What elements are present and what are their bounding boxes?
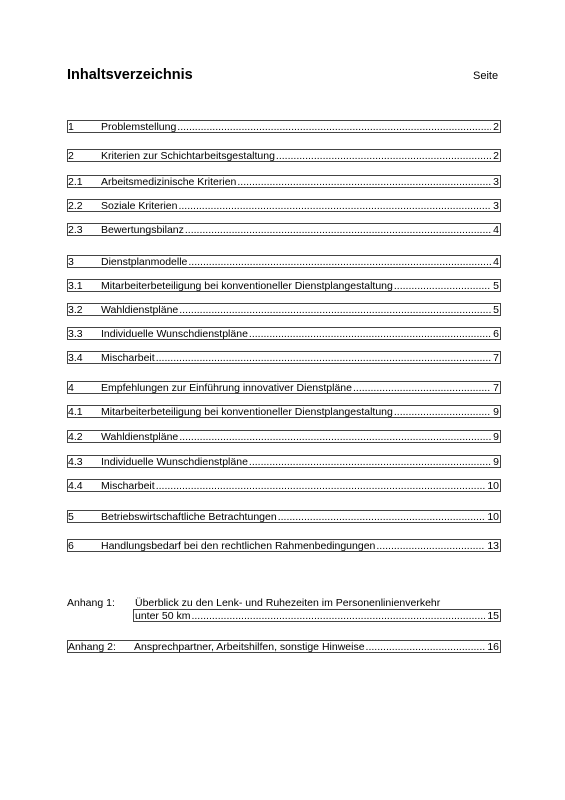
toc-entry-number: 3.2 bbox=[68, 304, 83, 316]
toc-entry[interactable] bbox=[67, 223, 501, 236]
toc-entry-label: Betriebswirtschaftliche Betrachtungen bbox=[101, 511, 277, 523]
toc-entry-page: 2 bbox=[493, 121, 499, 133]
toc-entry-label: Mischarbeit bbox=[101, 352, 155, 364]
toc-entry-number: 4.3 bbox=[68, 456, 83, 468]
toc-entry-label: Individuelle Wunschdienstpläne bbox=[101, 456, 248, 468]
toc-entry-page: 13 bbox=[487, 540, 499, 552]
toc-entry-page: 7 bbox=[493, 352, 499, 364]
toc-entry[interactable] bbox=[67, 510, 501, 523]
toc-leader-dots bbox=[353, 382, 491, 394]
toc-entry-page: 7 bbox=[493, 382, 499, 394]
toc-entry-number: 3.3 bbox=[68, 328, 83, 340]
toc-entry-label: Handlungsbedarf bei den rechtlichen Rahmenbedingungen bbox=[101, 540, 376, 552]
annex-label: Ansprechpartner, Arbeitshilfen, sonstige Hinweise bbox=[134, 641, 365, 653]
toc-entry-label: Wahldienstpläne bbox=[101, 304, 179, 316]
toc-entry[interactable] bbox=[67, 199, 501, 212]
toc-leader-dots bbox=[394, 406, 491, 418]
toc-entry-number: 1 bbox=[68, 121, 74, 133]
toc-entry[interactable] bbox=[67, 327, 501, 340]
toc-entry-page: 2 bbox=[493, 150, 499, 162]
toc-leader-dots bbox=[177, 121, 491, 133]
toc-entry-number: 3.1 bbox=[68, 280, 83, 292]
toc-entry[interactable] bbox=[67, 430, 501, 443]
toc-entry-page: 3 bbox=[493, 176, 499, 188]
annex-page: 15 bbox=[487, 610, 499, 622]
toc-entry-label: Arbeitsmedizinische Kriterien bbox=[101, 176, 237, 188]
toc-entry-page: 9 bbox=[493, 406, 499, 418]
toc-entry-label: Dienstplanmodelle bbox=[101, 256, 188, 268]
annex-number: Anhang 1: bbox=[67, 597, 115, 609]
toc-entry[interactable] bbox=[67, 255, 501, 268]
toc-entry-label: Mitarbeiterbeteiligung bei konventioneller Dienstplangestaltung bbox=[101, 406, 393, 418]
toc-leader-dots bbox=[178, 200, 491, 212]
toc-entry[interactable] bbox=[67, 455, 501, 468]
annex-label-line2: unter 50 km bbox=[135, 610, 191, 622]
toc-entry-number: 2.2 bbox=[68, 200, 83, 212]
toc-entry-number: 3 bbox=[68, 256, 74, 268]
toc-entry[interactable] bbox=[67, 279, 501, 292]
toc-entry-number: 4.1 bbox=[68, 406, 83, 418]
toc-entry[interactable] bbox=[67, 381, 501, 394]
toc-leader-dots bbox=[249, 456, 491, 468]
toc-leader-dots bbox=[394, 280, 491, 292]
annex-number: Anhang 2: bbox=[68, 641, 116, 653]
toc-entry-page: 5 bbox=[493, 304, 499, 316]
toc-entry-label: Individuelle Wunschdienstpläne bbox=[101, 328, 248, 340]
annex-page: 16 bbox=[487, 641, 499, 653]
toc-entry[interactable] bbox=[67, 149, 501, 162]
annex-entry[interactable] bbox=[67, 640, 501, 653]
toc-leader-dots bbox=[376, 540, 485, 552]
toc-leader-dots bbox=[179, 431, 491, 443]
toc-entry-page: 10 bbox=[487, 511, 499, 523]
toc-entry-number: 2.1 bbox=[68, 176, 83, 188]
toc-leader-dots bbox=[156, 480, 486, 492]
toc-entry[interactable] bbox=[67, 539, 501, 552]
toc-entry-page: 6 bbox=[493, 328, 499, 340]
toc-leader-dots bbox=[191, 610, 485, 622]
toc-entry-label: Kriterien zur Schichtarbeitsgestaltung bbox=[101, 150, 275, 162]
toc-leader-dots bbox=[237, 176, 491, 188]
toc-entry-label: Empfehlungen zur Einführung innovativer Dienstpläne bbox=[101, 382, 352, 394]
toc-entry-number: 2.3 bbox=[68, 224, 83, 236]
annex-entry[interactable] bbox=[133, 609, 501, 622]
toc-leader-dots bbox=[249, 328, 491, 340]
toc-leader-dots bbox=[278, 511, 486, 523]
toc-leader-dots bbox=[179, 304, 491, 316]
toc-entry-label: Mischarbeit bbox=[101, 480, 155, 492]
toc-entry-label: Wahldienstpläne bbox=[101, 431, 179, 443]
toc-leader-dots bbox=[366, 641, 486, 653]
toc-entry[interactable] bbox=[67, 351, 501, 364]
toc-entry-label: Problemstellung bbox=[101, 121, 177, 133]
toc-entry-page: 9 bbox=[493, 456, 499, 468]
toc-entry-number: 2 bbox=[68, 150, 74, 162]
page-column-label: Seite bbox=[473, 70, 499, 82]
toc-entry-page: 3 bbox=[493, 200, 499, 212]
annex-label-line1: Überblick zu den Lenk- und Ruhezeiten im Personenlinienverkehr bbox=[135, 597, 441, 609]
toc-entry-label: Mitarbeiterbeteiligung bei konventioneller Dienstplangestaltung bbox=[101, 280, 393, 292]
toc-entry-page: 4 bbox=[493, 256, 499, 268]
toc-leader-dots bbox=[276, 150, 491, 162]
toc-entry[interactable] bbox=[67, 479, 501, 492]
toc-entry-page: 9 bbox=[493, 431, 499, 443]
toc-entry-number: 6 bbox=[68, 540, 74, 552]
toc-entry-number: 4.4 bbox=[68, 480, 83, 492]
toc-entry[interactable] bbox=[67, 120, 501, 133]
toc-entry-page: 4 bbox=[493, 224, 499, 236]
page-title: Inhaltsverzeichnis bbox=[67, 67, 193, 83]
toc-entry-number: 5 bbox=[68, 511, 74, 523]
toc-entry-number: 4.2 bbox=[68, 431, 83, 443]
toc-leader-dots bbox=[188, 256, 491, 268]
toc-entry-number: 4 bbox=[68, 382, 74, 394]
toc-entry-label: Bewertungsbilanz bbox=[101, 224, 184, 236]
toc-entry-page: 5 bbox=[493, 280, 499, 292]
toc-entry[interactable] bbox=[67, 303, 501, 316]
toc-entry[interactable] bbox=[67, 405, 501, 418]
toc-leader-dots bbox=[156, 352, 491, 364]
toc-entry-label: Soziale Kriterien bbox=[101, 200, 178, 212]
toc-leader-dots bbox=[185, 224, 491, 236]
toc-entry[interactable] bbox=[67, 175, 501, 188]
toc-entry-page: 10 bbox=[487, 480, 499, 492]
toc-entry-number: 3.4 bbox=[68, 352, 83, 364]
